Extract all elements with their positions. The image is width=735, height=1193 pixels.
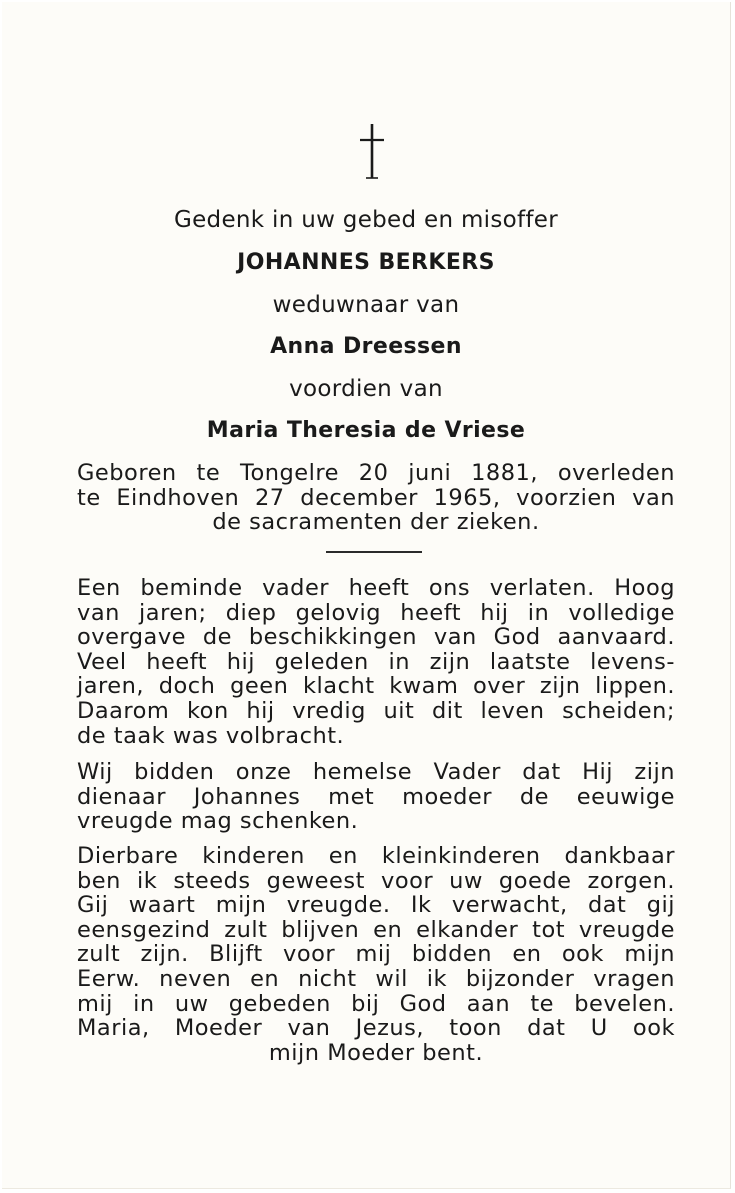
text-line: de taak was volbracht. [77, 722, 345, 749]
spouse-name-2: Maria Theresia de Vriese [206, 418, 526, 443]
paragraph-2 [77, 760, 675, 834]
text-line: Dierbare kinderen en kleinkinderen dankbaar [77, 843, 675, 869]
deceased-name: JOHANNES BERKERS [237, 250, 495, 275]
spouse-name-1: Anna Dreessen [270, 334, 462, 359]
cross-icon [354, 122, 390, 182]
divider-line [326, 551, 422, 553]
text-line: vreugde mag schenken. [77, 808, 359, 835]
text-line: Veel heeft hij geleden in zijn laatste levens- [77, 648, 675, 675]
text-line: Geboren te Tongelre 20 juni 1881, overleden [77, 460, 675, 486]
text-line: Wij bidden onze hemelse Vader dat Hij zijn [77, 759, 675, 785]
text-line: de sacramenten der zieken. [212, 509, 540, 536]
paragraph-1 [77, 576, 675, 748]
text-line: zult zijn. Blijft voor mij bidden en ook mijn [77, 941, 675, 968]
text-line: van jaren; diep gelovig heeft hij in volledige [77, 599, 675, 626]
text-line: jaren, doch geen klacht kwam over zijn lippen. [77, 673, 675, 700]
birth-death-text [77, 461, 675, 535]
text-line: Een beminde vader heeft ons verlaten. Hoog [77, 575, 675, 601]
text-line: mijn Moeder bent. [268, 1039, 484, 1066]
text-line: mij in uw gebeden bij God aan te bevelen. [77, 990, 675, 1017]
text-line: overgave de beschikkingen van God aanvaard. [77, 624, 675, 651]
text-line: Eerw. neven en nicht wil ik bijzonder vragen [77, 965, 675, 992]
text-line: Daarom kon hij vredig uit dit leven scheiden; [77, 697, 675, 724]
relation-previously: voordien van [289, 376, 443, 402]
text-line: ben ik steeds geweest voor uw goede zorgen. [77, 867, 675, 894]
memorial-card [2, 2, 731, 1189]
text-line: Maria, Moeder van Jezus, toon dat U ook [77, 1015, 675, 1042]
paragraph-3 [77, 844, 675, 1065]
text-line: Gij waart mijn vreugde. Ik verwacht, dat gij [77, 892, 675, 919]
relation-widower: weduwnaar van [272, 292, 460, 318]
text-line: te Eindhoven 27 december 1965, voorzien van [77, 484, 675, 511]
text-line: eensgezind zult blijven en elkander tot vreugde [77, 916, 675, 943]
opening-line: Gedenk in uw gebed en misoffer [173, 207, 558, 233]
text-line: dienaar Johannes met moeder de eeuwige [77, 783, 675, 810]
